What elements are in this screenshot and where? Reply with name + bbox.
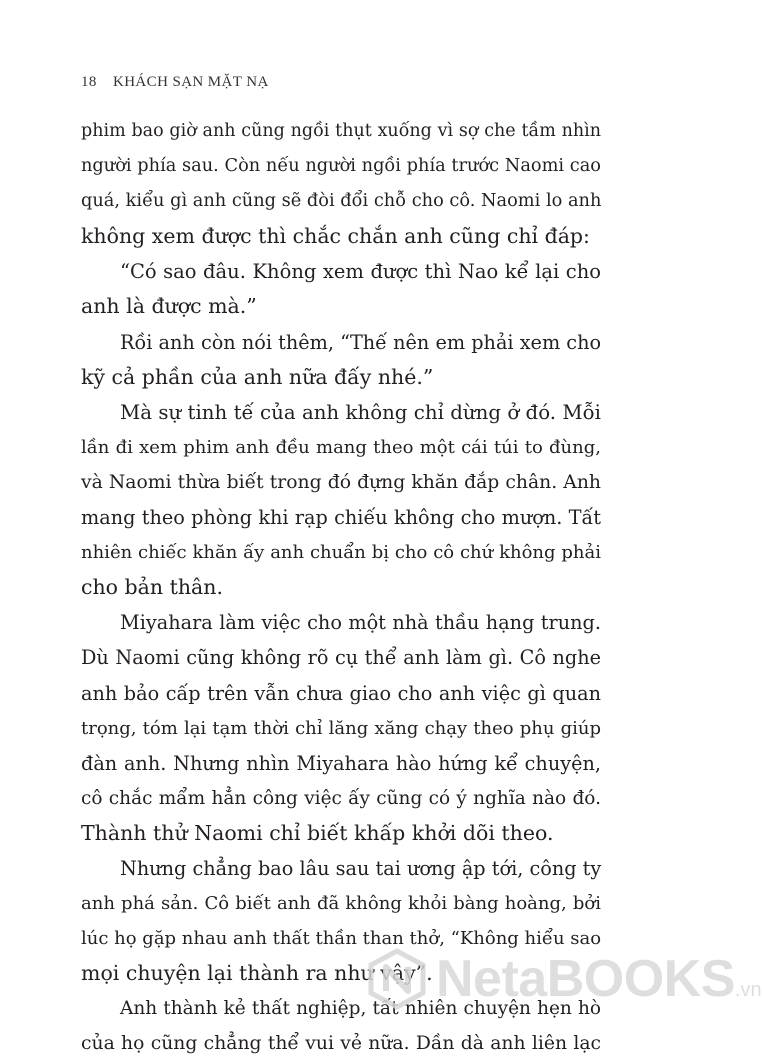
text-line: mang theo phòng khi rạp chiếu không cho mượn. Tất [81, 506, 601, 530]
text-line: cô chắc mẩm hẳn công việc ấy cũng có ý nghĩa nào đó. [81, 787, 601, 809]
watermark-text [436, 948, 762, 1021]
text-line: cho bản thân. [81, 575, 223, 600]
text-line: mọi chuyện lại thành ra như vậy”. [81, 961, 433, 986]
watermark-suffix: .vn [734, 979, 762, 1001]
text-line: trọng, tóm lại tạm thời chỉ lăng xăng chạy theo phụ giúp [81, 717, 601, 739]
text-line: không xem được thì chắc chắn anh cũng chỉ đáp: [81, 224, 590, 249]
text-line: “Có sao đâu. Không xem được thì Nao kể lại cho [120, 260, 601, 284]
text-line: phim bao giờ anh cũng ngồi thụt xuống vì sợ che tầm nhìn [81, 121, 601, 141]
text-line: Anh thành kẻ thất nghiệp, tất nhiên chuyện hẹn hò [120, 998, 601, 1020]
text-line: Dù Naomi cũng không rõ cụ thể anh làm gì. Cô nghe [81, 646, 601, 670]
text-line: quá, kiểu gì anh cũng sẽ đòi đổi chỗ cho cô. Naomi lo anh [81, 191, 602, 212]
text-line: Thành thử Naomi chỉ biết khấp khởi dõi theo. [81, 820, 554, 845]
body-text [81, 114, 601, 1062]
watermark-brand: NetaBOOKS [436, 950, 735, 1008]
text-line: Rồi anh còn nói thêm, “Thế nên em phải xem cho [120, 330, 602, 354]
text-line: Nhưng chẳng bao lâu sau tai ương ập tới, công ty [120, 856, 602, 880]
text-line: Miyahara làm việc cho một nhà thầu hạng trung. [120, 611, 601, 635]
text-line: và Naomi thừa biết trong đó đựng khăn đắp chân. Anh [81, 471, 601, 493]
netabooks-watermark [366, 946, 762, 1026]
text-line: anh bảo cấp trên vẫn chưa giao cho anh việc gì quan [81, 681, 601, 705]
text-line: kỹ cả phần của anh nữa đấy nhé.” [81, 364, 434, 389]
text-line: đàn anh. Nhưng nhìn Miyahara hào hứng kể chuyện, [81, 751, 601, 775]
running-title: KHÁCH SẠN MẶT NẠ [112, 74, 269, 90]
text-line: anh phá sản. Cô biết anh đã không khỏi bàng hoàng, bởi [81, 893, 601, 915]
text-line: anh là được mà.” [81, 294, 257, 319]
text-line: Mà sự tinh tế của anh không chỉ dừng ở đó. Mỗi [120, 400, 601, 424]
netabooks-logo-icon [366, 948, 428, 1010]
text-line: người phía sau. Còn nếu người ngồi phía trước Naomi cao [81, 156, 601, 177]
text-line: của họ cũng chẳng thể vui vẻ nữa. Dần dà anh liên lạc [81, 1033, 601, 1055]
text-line: lúc họ gặp nhau anh thất thần than thở, “Không hiểu sao [81, 928, 602, 950]
text-line: nhiên chiếc khăn ấy anh chuẩn bị cho cô chứ không phải [81, 542, 601, 564]
running-header [81, 74, 269, 91]
text-line: lần đi xem phim anh đều mang theo một cái túi to đùng, [81, 436, 601, 458]
page-number: 18 [81, 74, 97, 90]
